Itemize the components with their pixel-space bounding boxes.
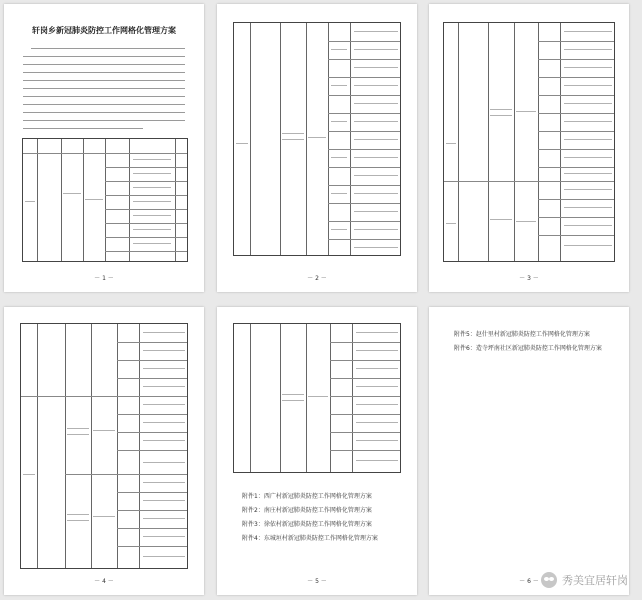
page-number: － 1 － [94,275,114,282]
attachment-3: 附件3：徐依村新冠肺炎防控工作网格化管理方案 [242,521,372,528]
attachment-1: 附件1：西广村新冠肺炎防控工作网格化管理方案 [242,493,372,500]
text-line [23,120,185,121]
watermark [541,572,628,588]
document-page-4 [4,307,204,595]
attachment-5: 附件5：赵什里村新冠肺炎防控工作网格化管理方案 [454,331,590,338]
page-number: － 2 － [307,275,327,282]
document-title: 轩岗乡新冠肺炎防控工作网格化管理方案 [32,25,176,35]
text-line [23,96,185,97]
grid-table [233,22,401,256]
grid-table [443,22,615,262]
text-line [23,80,185,81]
page-number: － 4 － [94,578,114,585]
attachment-2: 附件2：南庄村新冠肺炎防控工作网格化管理方案 [242,507,372,514]
text-line [23,56,185,57]
attachment-6: 附件6：造寺坪南社区新冠肺炎防控工作网格化管理方案 [454,345,602,352]
page-number: － 3 － [519,275,539,282]
document-page-5 [217,307,417,595]
wechat-icon [541,572,557,588]
text-line [23,128,143,129]
text-line [23,64,185,65]
document-page-6 [429,307,629,595]
text-line [31,48,185,49]
watermark-text: 秀美宜居轩岗 [562,574,628,587]
grid-table [233,323,401,473]
document-page-3 [429,4,629,292]
page-number: － 6 － [519,578,539,585]
grid-table [22,138,188,262]
page-number: － 5 － [307,578,327,585]
document-page-1 [4,4,204,292]
document-page-2 [217,4,417,292]
text-line [23,88,185,89]
text-line [23,104,185,105]
text-line [23,72,185,73]
grid-table [20,323,188,569]
attachment-4: 附件4：东城垣村新冠肺炎防控工作网格化管理方案 [242,535,378,542]
text-line [23,112,185,113]
